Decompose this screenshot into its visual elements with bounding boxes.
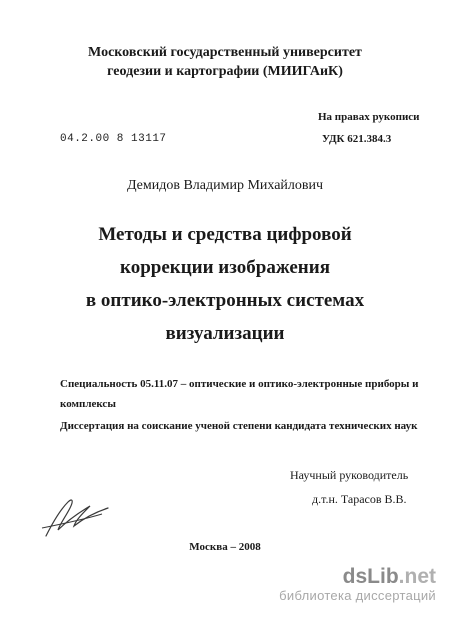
specialty-line2: комплексы <box>60 398 116 410</box>
handwritten-signature <box>38 484 114 544</box>
thesis-title-line1: Методы и средства цифровой <box>98 224 352 245</box>
thesis-title-line2: коррекции изображения <box>120 257 330 278</box>
university-name-line1: Московский государственный университет <box>88 45 362 60</box>
specialty-line1: Специальность 05.11.07 – оптические и оптико-электронные приборы и <box>60 378 419 390</box>
watermark-tagline: библиотека диссертаций <box>279 588 436 603</box>
city-year: Москва – 2008 <box>189 541 261 553</box>
university-name-line2: геодезии и картографии (МИИГАиК) <box>107 64 343 79</box>
udc-code: УДК 621.384.3 <box>322 133 392 145</box>
author-name: Демидов Владимир Михайлович <box>126 178 324 193</box>
dslib-logo: dsLib.net <box>342 565 436 588</box>
supervisor-name: д.т.н. Тарасов В.В. <box>312 492 407 506</box>
library-stamp-code: 04.2.00 8 13117 <box>60 133 167 145</box>
manuscript-note: На правах рукописи <box>318 111 420 123</box>
dissertation-degree: Диссертация на соискание ученой степени кандидата технических наук <box>60 420 418 432</box>
thesis-title-line3: в оптико-электронных системах <box>85 290 365 311</box>
supervisor-label: Научный руководитель <box>290 468 409 482</box>
thesis-title-line4: визуализации <box>165 323 285 344</box>
dslib-watermark <box>279 566 436 603</box>
